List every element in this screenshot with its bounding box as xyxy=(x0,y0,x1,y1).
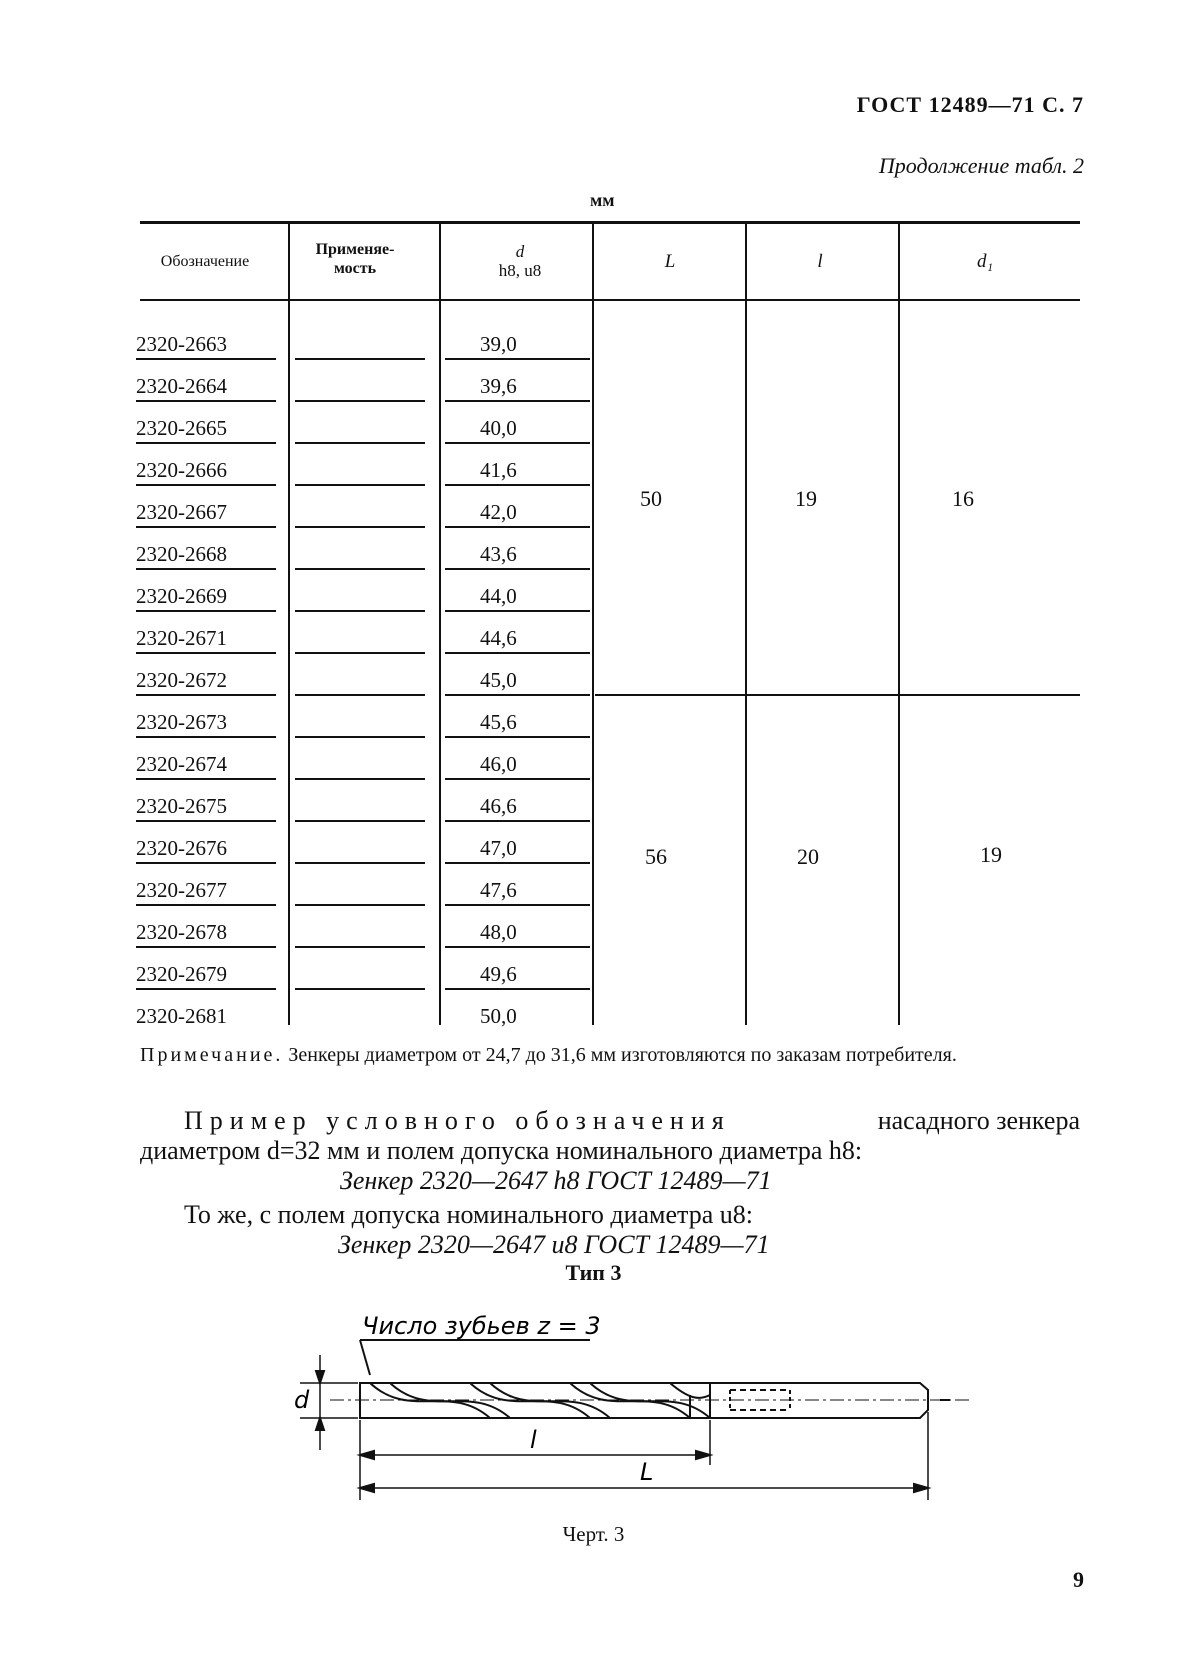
row-code: 2320-2672 xyxy=(136,668,227,692)
figure-caption: Черт. 3 xyxy=(562,1522,625,1546)
group1-l: 19 xyxy=(795,486,817,511)
table-row xyxy=(0,570,1187,612)
table-row xyxy=(0,696,1187,738)
row-d-value: 45,6 xyxy=(480,710,517,734)
col-d xyxy=(445,242,595,280)
table-header-rule xyxy=(140,299,1080,301)
row-d-value: 50,0 xyxy=(480,1004,517,1028)
row-code: 2320-2663 xyxy=(136,332,227,356)
group2-L: 56 xyxy=(645,844,667,869)
note-text: Зенкеры диаметром от 24,7 до 31,6 мм изготовляются по заказам потребителя. xyxy=(288,1044,957,1066)
table-row xyxy=(0,654,1187,696)
row-d-value: 43,6 xyxy=(480,542,517,566)
row-d-value: 44,6 xyxy=(480,626,517,650)
example-line-1 xyxy=(140,1106,1080,1136)
row-d-value: 44,0 xyxy=(480,584,517,608)
col-applicability-line2: мость xyxy=(333,260,377,277)
table-row xyxy=(0,990,1187,1032)
table-note xyxy=(140,1043,1080,1067)
table-row xyxy=(0,780,1187,822)
table-row xyxy=(0,402,1187,444)
table-top-rule xyxy=(140,221,1080,224)
page-number: 9 xyxy=(1073,1567,1084,1592)
row-code: 2320-2675 xyxy=(136,794,227,818)
col-l: l xyxy=(817,251,823,272)
row-d-value: 46,6 xyxy=(480,794,517,818)
row-d-value: 49,6 xyxy=(480,962,517,986)
col-applicability xyxy=(290,240,420,278)
row-code: 2320-2677 xyxy=(136,878,227,902)
row-code: 2320-2679 xyxy=(136,962,227,986)
row-code: 2320-2664 xyxy=(136,374,227,398)
teeth-label: Число зубьев z = 3 xyxy=(362,1312,601,1340)
table-row xyxy=(0,528,1187,570)
table-continuation: Продолжение табл. 2 xyxy=(878,153,1084,178)
row-d-value: 40,0 xyxy=(480,416,517,440)
type-title: Тип 3 xyxy=(565,1260,622,1285)
row-d-value: 46,0 xyxy=(480,752,517,776)
unit-label: мм xyxy=(590,190,615,210)
group1-L: 50 xyxy=(640,486,662,511)
row-d-value: 39,0 xyxy=(480,332,517,356)
col-L: L xyxy=(664,251,676,272)
row-code: 2320-2667 xyxy=(136,500,227,524)
note-label: Примечание. xyxy=(140,1044,284,1066)
col-d-tolerance: h8, u8 xyxy=(498,261,542,280)
table-row xyxy=(0,486,1187,528)
col-d-symbol: d xyxy=(515,242,525,261)
dim-d-label: d xyxy=(294,1386,310,1414)
row-code: 2320-2681 xyxy=(136,1004,227,1028)
example-line-3: Зенкер 2320—2647 h8 ГОСТ 12489—71 xyxy=(340,1166,772,1195)
col-designation: Обозначение xyxy=(160,253,250,270)
row-d-value: 48,0 xyxy=(480,920,517,944)
example-line1-rest: насадного зенкера xyxy=(877,1106,1080,1135)
row-code: 2320-2666 xyxy=(136,458,227,482)
row-code: 2320-2671 xyxy=(136,626,227,650)
example-line-5: Зенкер 2320—2647 u8 ГОСТ 12489—71 xyxy=(338,1230,770,1259)
row-d-value: 39,6 xyxy=(480,374,517,398)
table-row xyxy=(0,612,1187,654)
row-d-value: 45,0 xyxy=(480,668,517,692)
countersink-drawing xyxy=(290,1300,970,1510)
row-d-value: 47,6 xyxy=(480,878,517,902)
col-d1: d₁ xyxy=(976,251,994,272)
table-row xyxy=(0,360,1187,402)
table-row xyxy=(0,906,1187,948)
group2-d1: 19 xyxy=(980,842,1002,867)
dim-L-label: L xyxy=(640,1458,654,1486)
table-row xyxy=(0,864,1187,906)
group2-l: 20 xyxy=(797,844,819,869)
col-applicability-line1: Применяе- xyxy=(315,241,395,258)
row-code: 2320-2665 xyxy=(136,416,227,440)
table-row xyxy=(0,318,1187,360)
example-line-2: диаметром d=32 мм и полем допуска номинального диаметра h8: xyxy=(140,1136,863,1165)
table-row xyxy=(0,822,1187,864)
row-code: 2320-2674 xyxy=(136,752,227,776)
row-code: 2320-2676 xyxy=(136,836,227,860)
row-d-value: 42,0 xyxy=(480,500,517,524)
row-d-value: 47,0 xyxy=(480,836,517,860)
row-code: 2320-2673 xyxy=(136,710,227,734)
table-row xyxy=(0,738,1187,780)
document-header: ГОСТ 12489—71 С. 7 xyxy=(856,92,1084,117)
row-code: 2320-2678 xyxy=(136,920,227,944)
dim-l-label: l xyxy=(530,1426,537,1454)
example-label: Пример условного обозначения xyxy=(184,1106,731,1135)
row-code: 2320-2668 xyxy=(136,542,227,566)
row-code: 2320-2669 xyxy=(136,584,227,608)
table-row xyxy=(0,444,1187,486)
example-line-4: То же, с полем допуска номинального диаметра u8: xyxy=(184,1200,753,1229)
group1-d1: 16 xyxy=(952,486,974,511)
row-d-value: 41,6 xyxy=(480,458,517,482)
table-row xyxy=(0,948,1187,990)
